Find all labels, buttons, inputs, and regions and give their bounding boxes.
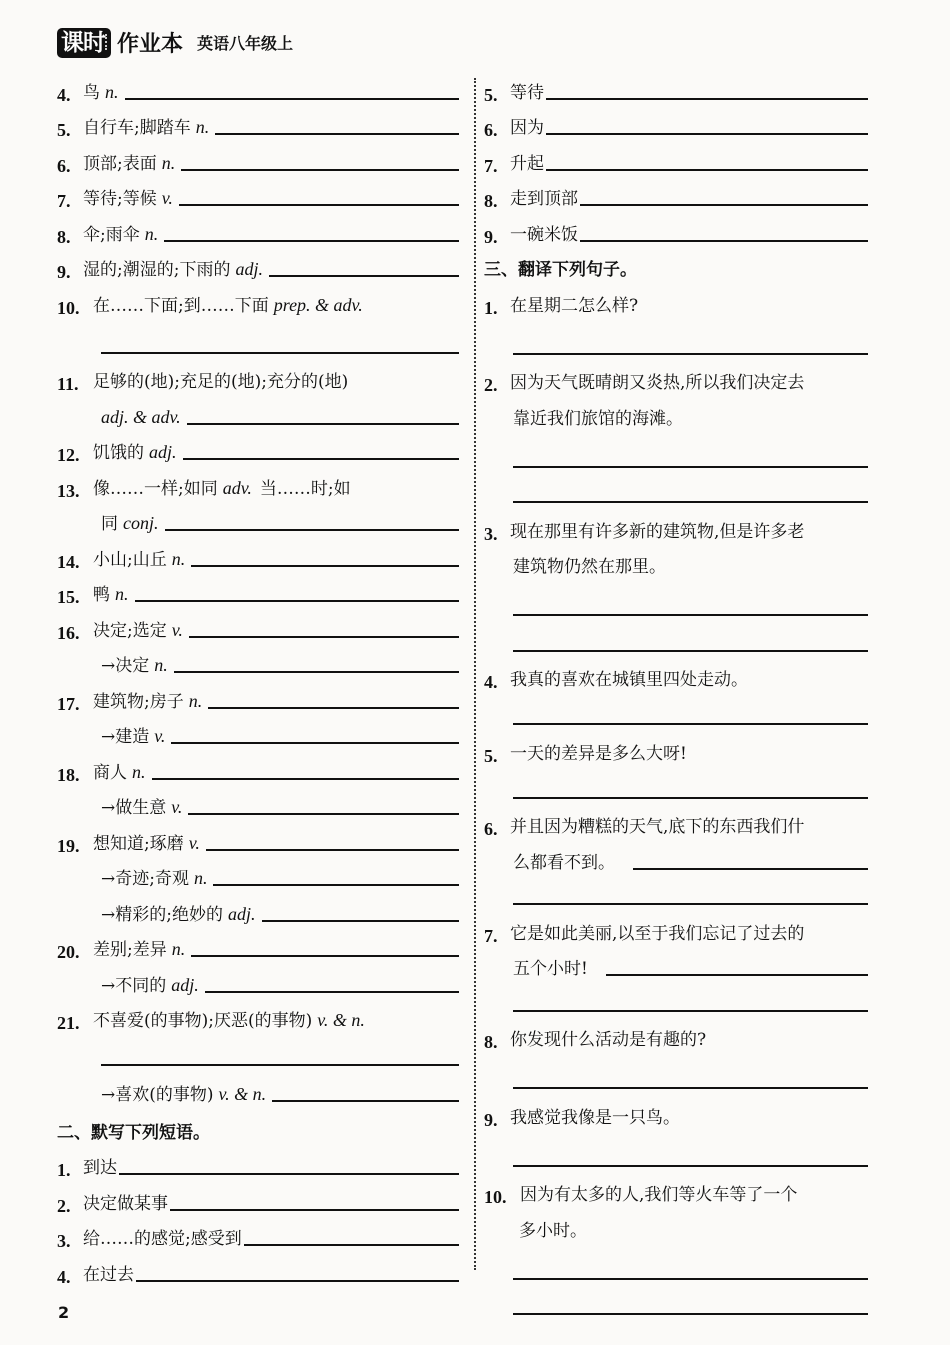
phrase-item: 6. 因为 xyxy=(484,106,868,142)
answer-blank[interactable] xyxy=(513,1164,868,1167)
sentence-item: 6. 并且因为糟糕的天气,底下的东西我们什 xyxy=(484,817,805,839)
answer-blank[interactable] xyxy=(513,1009,868,1012)
vocab-item: 6. 顶部;表面 n. xyxy=(57,141,459,177)
answer-blank[interactable] xyxy=(262,919,460,922)
answer-blank[interactable] xyxy=(513,649,868,652)
vocab-item: 13. 像……一样;如同 adv. 当……时;如 xyxy=(57,477,351,501)
answer-blank[interactable] xyxy=(513,1086,868,1089)
phrase-item: 2. 决定做某事 xyxy=(57,1181,459,1217)
answer-blank[interactable] xyxy=(513,1277,868,1280)
answer-blank[interactable] xyxy=(546,132,868,135)
answer-blank[interactable] xyxy=(513,796,868,799)
vocab-item: 20. 差别;差异 n. xyxy=(57,928,459,964)
answer-blank[interactable] xyxy=(171,741,459,744)
answer-blank[interactable] xyxy=(269,274,459,277)
subject-title: 英语八年级上 xyxy=(197,34,294,53)
answer-blank[interactable] xyxy=(165,528,460,531)
answer-blank[interactable] xyxy=(546,97,868,100)
vocab-item: 7. 等待;等候 v. xyxy=(57,177,459,213)
answer-blank[interactable] xyxy=(187,422,459,425)
answer-blank[interactable] xyxy=(546,168,868,171)
section-3-heading: 三、翻译下列句子。 xyxy=(484,260,637,280)
answer-blank[interactable] xyxy=(191,954,459,957)
answer-blank[interactable] xyxy=(164,239,459,242)
vocab-item: 10. 在……下面;到……下面 prep. & adv. xyxy=(57,294,363,318)
answer-blank[interactable] xyxy=(513,1312,868,1315)
answer-blank[interactable] xyxy=(136,1279,459,1282)
vocab-item: 8. 伞;雨伞 n. xyxy=(57,212,459,248)
answer-blank[interactable] xyxy=(189,635,459,638)
answer-blank[interactable] xyxy=(179,203,459,206)
answer-blank[interactable] xyxy=(152,777,460,780)
answer-blank[interactable] xyxy=(191,564,459,567)
answer-blank[interactable] xyxy=(244,1243,459,1246)
phrase-item: 9. 一碗米饭 xyxy=(484,212,868,248)
sentence-item: 3. 现在那里有许多新的建筑物,但是许多老 xyxy=(484,521,805,544)
answer-blank[interactable] xyxy=(101,351,459,354)
answer-blank[interactable] xyxy=(606,973,868,976)
answer-blank[interactable] xyxy=(580,203,868,206)
column-divider xyxy=(474,78,476,1270)
answer-blank[interactable] xyxy=(135,599,460,602)
sentence-item: 9. 我感觉我像是一只鸟。 xyxy=(484,1107,680,1130)
vocab-item: 9. 湿的;潮湿的;下雨的 adj. xyxy=(57,248,459,284)
vocab-item: 11. 足够的(地);充足的(地);充分的(地) xyxy=(57,372,349,394)
vocab-item: 14. 小山;山丘 n. xyxy=(57,537,459,573)
answer-blank[interactable] xyxy=(174,670,459,673)
answer-blank[interactable] xyxy=(513,613,868,616)
answer-blank[interactable] xyxy=(513,352,868,355)
sentence-item: 7. 它是如此美丽,以至于我们忘记了过去的 xyxy=(484,923,805,946)
sentence-item: 10. 因为有太多的人,我们等火车等了一个 xyxy=(484,1185,798,1207)
vocab-item: 5. 自行车;脚踏车 n. xyxy=(57,106,459,142)
section-2-heading: 二、默写下列短语。 xyxy=(57,1122,210,1143)
answer-blank[interactable] xyxy=(125,97,460,100)
vocab-item: 4. 鸟 n. xyxy=(57,70,459,106)
answer-blank[interactable] xyxy=(513,465,868,468)
answer-blank[interactable] xyxy=(213,883,459,886)
sentence-item: 4. 我真的喜欢在城镇里四处走动。 xyxy=(484,670,748,692)
answer-blank[interactable] xyxy=(215,132,459,135)
phrase-item: 8. 走到顶部 xyxy=(484,177,868,213)
vocab-item: 16. 决定;选定 v. xyxy=(57,608,459,644)
vocab-item: 18. 商人 n. xyxy=(57,750,459,786)
phrase-item: 5. 等待 xyxy=(484,70,868,106)
answer-blank[interactable] xyxy=(101,1063,459,1066)
sentence-item: 2. 因为天气既晴朗又炎热,所以我们决定去 xyxy=(484,373,805,395)
answer-blank[interactable] xyxy=(170,1208,459,1211)
answer-blank[interactable] xyxy=(188,812,459,815)
phrase-item: 1. 到达 xyxy=(57,1146,459,1182)
sentence-item: 8. 你发现什么活动是有趣的? xyxy=(484,1030,707,1052)
answer-blank[interactable] xyxy=(183,457,459,460)
left-column: 4. 鸟 n. 5. 自行车;脚踏车 n. 6. 顶部;表面 n. 7. 等待;等候 v. 8. 伞;雨伞 n. 9. 湿的;潮湿的;下雨的 adj. 10. 在……下面;到……下面 prep. & adv. 11. 足够的(地);充足的(地);充分的(地) adj. & adv. 12. 饥饿的 adj. 13. 像……一样;如同 adv. 当……时;如 同 conj. 14. 小山;山丘 n. 15. 鸭 n. 16. 决定;选定 v. →决定 n. 17. 建筑物;房子 n. →建造 v. 18. 商人 n. →做生意 v. 19. 想知道;琢磨 v. →奇迹;奇观 n. →精彩的;绝妙的 adj. 20. 差别;差异 n. →不同的 adj. 21. 不喜爱(的事物);厌恶(的事物) v. & n. →喜欢(的事物) v. & n. 二、默写下列短语。 1. 到达 2. 决定做某事 3. 给……的感觉;感受到 4. 在过去 xyxy=(57,70,459,1288)
answer-blank[interactable] xyxy=(208,706,459,709)
phrase-item: 4. 在过去 xyxy=(57,1252,459,1288)
answer-blank[interactable] xyxy=(272,1099,459,1102)
vocab-item: 19. 想知道;琢磨 v. xyxy=(57,821,459,857)
right-column: 5. 等待 6. 因为 7. 升起 8. 走到顶部 9. 一碗米饭 三、翻译下列句子。 1. 在星期二怎么样? 2. 因为天气既晴朗又炎热,所以我们决定去 靠近我们旅馆的海滩。 3. 现在那里有许多新的建筑物,但是许多老 建筑物仍然在那里。 4. 我真的喜欢在城镇里四处走动。 5. 一天的差异是多么大呀! 6. 并且因为糟糕的天气,底下的东西我们什 么都看不到。 7. 它是如此美丽,以至于我们忘记了过去的 五个小时! 8. 你发现什么活动是有趣的? 9. 我感觉我像是一只鸟。 10. 因为有太多的人,我们等火车等了一个 多小时。 xyxy=(484,70,868,1321)
answer-blank[interactable] xyxy=(513,902,868,905)
brand-title: 作业本 xyxy=(117,32,184,57)
vocab-item: 12. 饥饿的 adj. xyxy=(57,431,459,467)
vocab-item: 15. 鸭 n. xyxy=(57,573,459,609)
sentence-item: 1. 在星期二怎么样? xyxy=(484,295,639,318)
answer-blank[interactable] xyxy=(513,500,868,503)
answer-blank[interactable] xyxy=(580,239,868,242)
answer-blank[interactable] xyxy=(206,848,459,851)
series-logo: 课时 xyxy=(57,28,111,58)
page-number: 2 xyxy=(58,1303,70,1322)
answer-blank[interactable] xyxy=(633,867,868,870)
vocab-item: 21. 不喜爱(的事物);厌恶(的事物) v. & n. xyxy=(57,1010,365,1033)
answer-blank[interactable] xyxy=(119,1172,459,1175)
sentence-item: 5. 一天的差异是多么大呀! xyxy=(484,743,687,766)
answer-blank[interactable] xyxy=(205,990,459,993)
phrase-item: 7. 升起 xyxy=(484,141,868,177)
vocab-item: 17. 建筑物;房子 n. xyxy=(57,679,459,715)
answer-blank[interactable] xyxy=(181,168,459,171)
answer-blank[interactable] xyxy=(513,722,868,725)
phrase-item: 3. 给……的感觉;感受到 xyxy=(57,1217,459,1253)
page-header xyxy=(57,27,293,58)
